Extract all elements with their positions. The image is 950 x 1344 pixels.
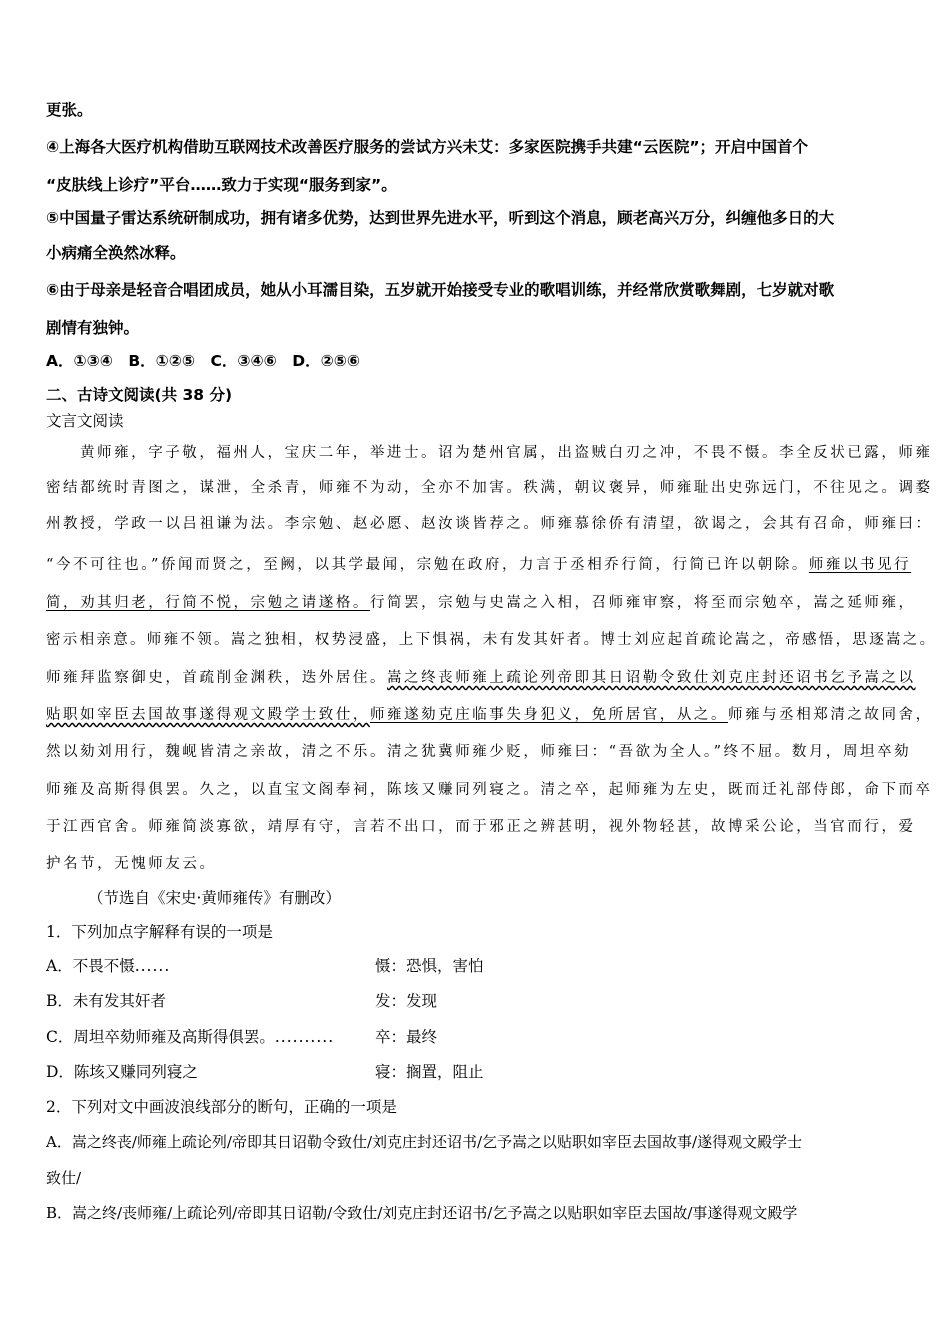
item-5: ⑤中国量子雷达系统研制成功，拥有诸多优势，达到世界先进水平，听到这个消息，顾老高兴万分，纠缠他多日的大: [46, 209, 835, 227]
q2-option-b: B．嵩之终/丧师雍/上疏论列/帝即其日诏勒/令致仕/刘克庄封还诏书/乞予嵩之以贴职如宰臣去国故/事遂得观文殿学: [46, 1204, 798, 1222]
passage-text: 师雍与丞相郑清之故同舍，: [728, 707, 933, 723]
item-6: ⑥由于母亲是轻音合唱团成员，她从小耳濡目染，五岁就开始接受专业的歌唱训练，并经常欣赏歌舞剧，七岁就对歌: [46, 281, 835, 299]
passage-line: 然以劾刘用行，魏岘皆清之亲故，清之不乐。清之犹冀师雍少贬，师雍曰：“吾欲为全人。”终不屈。数月，周坦卒劾: [46, 744, 912, 760]
wavy-underlined-text: 贴职如宰臣去国故事遂得观文殿学士致仕，: [46, 707, 370, 723]
passage-line: [46, 555, 911, 575]
text-line: 更张。: [46, 101, 93, 119]
underlined-text: 师雍以书见行: [808, 557, 912, 573]
q2-option-a: A．嵩之终丧/师雍上疏论列/帝即其日诏勒令致仕/刘克庄封还诏书/乞予嵩之以贴职如宰臣去国故事/遂得观文殿学士: [46, 1133, 803, 1151]
q1-option-d-gloss: 寝：搁置，阻止: [375, 1063, 484, 1081]
underlined-text: 简，劝其归老，行简不悦，宗勉之请遂格。: [46, 595, 370, 611]
section-subheading: 文言文阅读: [46, 412, 124, 430]
passage-line: 于江西官舍。师雍简淡寡欲，靖厚有守，言若不出口，而于邪正之辨甚明，视外物轻甚，故博采公论，当官而行，爱: [46, 819, 916, 835]
item-5-cont: 小病痛全涣然冰释。: [46, 244, 186, 262]
passage-line: 黄师雍，字子敬，福州人，宝庆二年，举进士。诏为楚州官属，出盗贼白刃之冲，不畏不慑。李全反状已露，师雍: [80, 445, 933, 461]
passage-line: [46, 705, 933, 725]
wavy-underlined-text: 嵩之终丧师雍上疏论列帝即其日诏勒令致仕刘克庄封还诏书乞予嵩之以: [387, 670, 916, 686]
section-heading: 二、古诗文阅读(共 38 分): [46, 386, 233, 404]
q1-option-b-gloss: 发：发现: [375, 992, 438, 1010]
q1-option-a-gloss: 慑：恐惧，害怕: [375, 957, 484, 975]
emphasis-dots: ..........: [274, 1028, 335, 1046]
passage-line: 师雍及高斯得俱罢。久之，以直宝文阁奉祠，陈垓又赚同列寝之。清之卒，起师雍为左史，既而迁礼部侍郎，命下而卒: [46, 782, 933, 798]
question-2-stem: 2．下列对文中画波浪线部分的断句，正确的一项是: [46, 1098, 397, 1116]
answer-options: A．①③④ B．①②⑤ C．③④⑥ D．②⑤⑥: [46, 352, 361, 370]
emphasis-dots: ......: [134, 957, 171, 975]
passage-text: “今不可往也。”侨闻而贤之，至阙，以其学最闻，宗勉在政府，力言于丞相乔行简，行简已许以朝除。: [46, 557, 809, 573]
q1-option-b: B．未有发其奸者: [46, 992, 166, 1010]
passage-line: 州教授，学政一以吕祖谦为法。李宗勉、赵必愿、赵汝谈皆荐之。师雍慕徐侨有清望，欲谒之，会其有召命，师雍曰：: [46, 516, 933, 532]
q1-option-a: A．不畏不慑......: [46, 957, 171, 975]
q2-option-a-cont: 致仕/: [46, 1169, 82, 1187]
q1-option-d: D．陈垓又赚同列寝之: [46, 1063, 198, 1081]
q1-option-c: C．周坦卒劾师雍及高斯得俱罢。..........: [46, 1028, 335, 1046]
passage-line: [46, 668, 916, 688]
q1-option-c-gloss: 卒：最终: [375, 1028, 438, 1046]
passage-line: 密结都统时青图之，谋泄，全杀青，师雍不为动，全亦不加害。秩满，朝议褒异，师雍耻出史弥远门，不往见之。调婺: [46, 480, 933, 496]
passage-text: 师雍拜监察御史，首疏削金渊秩，迭外居住。: [46, 670, 387, 686]
underlined-text: 师雍遂劾克庄临事失身犯义，免所居官，从之。: [369, 707, 729, 723]
item-4-cont: “皮肤线上诊疗”平台……致力于实现“服务到家”。: [46, 176, 397, 194]
passage-line: 密示相亲意。师雍不领。嵩之独相，权势浸盛，上下惧祸，未有发其奸者。博士刘应起首疏论嵩之，帝感悟，思逐嵩之。: [46, 632, 937, 648]
passage-line: 护名节，无愧师友云。: [46, 856, 217, 872]
passage-source: （节选自《宋史·黄师雍传》有删改）: [88, 889, 341, 907]
question-1-stem: 1．下列加点字解释有误的一项是: [46, 923, 273, 941]
passage-line: [46, 593, 916, 613]
passage-text: 行简罢，宗勉与史嵩之入相，召师雍审察，将至而宗勉卒，嵩之延师雍，: [369, 595, 916, 611]
item-6-cont: 剧情有独钟。: [46, 319, 140, 337]
item-4: ④上海各大医疗机构借助互联网技术改善医疗服务的尝试方兴未艾：多家医院携手共建“云医院”；开启中国首个: [46, 138, 809, 156]
